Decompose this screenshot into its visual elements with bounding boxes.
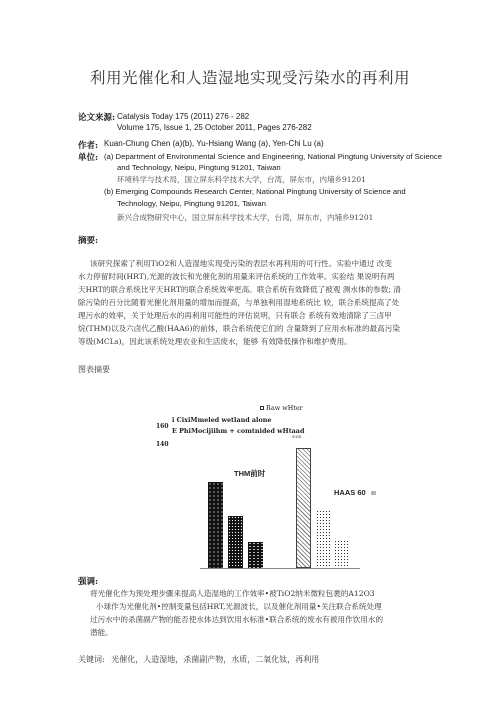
affiliation-label: 单位: bbox=[78, 153, 99, 163]
highlights-label: 强调: bbox=[78, 577, 99, 587]
abstract-line: 天HRT的联合系统比平天HRT的联合系统效率更高。联合系统有效降低了被观 测水体的参数; 清 bbox=[78, 285, 401, 294]
citation-label: 论文来源: bbox=[78, 113, 116, 123]
figure-baseline bbox=[200, 568, 360, 569]
highlight-line: 将光催化作为预处理步骤来提高人造湿地的工作效率•被TiO2纳米微粒包裹的A12O3 bbox=[90, 589, 375, 598]
legend-wetland-alone: i CixiMmeled wetland alone bbox=[172, 416, 272, 424]
thm-raw-bar bbox=[208, 482, 223, 568]
affiliation-a-cn: 环境科学与技术局，国立屏东科学技术大学，台湾，屏东市，内埔乡91201 bbox=[117, 175, 366, 184]
thm-combined-bar bbox=[248, 542, 263, 568]
legend-combined: E PhiMocijiihm + comtnided wHtaad bbox=[172, 427, 305, 435]
affiliation-b-line1: (b) Emerging Compounds Research Center, National Pingtung University of Science and bbox=[104, 187, 406, 196]
abstract-line: 等级(MCLs)，因此该系统处理农业和生活废水，能够 有效降低操作和维护费用。 bbox=[78, 337, 352, 346]
haa-wetland-bar bbox=[316, 510, 330, 568]
abstract-line: 除污染的百分比随着光催化剂用量的增加而提高，与单独利用湿地系统比 较，联合系统提高了处 bbox=[78, 298, 400, 307]
affiliation-a-line2: and Technology, Neipu, Pingtung 91201, Taiwan bbox=[117, 163, 281, 172]
affiliation-b-cn: 新兴合成物研究中心，国立屏东科学技术大学，台湾，屏东市，内埔乡91201 bbox=[117, 213, 374, 222]
authors-text: Kuan-Chung Chen (a)(b), Yu-Hsiang Wang (a), Yen-Chi Lu (a) bbox=[104, 139, 324, 148]
abstract-line: 烷(THM)以及六卤代乙酸(HAA6)的前体，联合系统使它们的 含量降到了应用水标准的最高污染 bbox=[78, 324, 400, 333]
abstract-line: 水力停留时间(HRT),光源的波长和光催化剂的用量来评估系统的工作效率。实验结 果说明有两 bbox=[78, 272, 395, 281]
abstract-line: 该研究探索了利用TiO2和人造湿地实现受污染的表层水再利用的可行性。实验中通过 改变 bbox=[90, 259, 392, 268]
abstract-line: 理污水的效率，关于处理后水的再利用可能性的评估说明，只有联合 系统有效地清除了三卤甲 bbox=[78, 311, 392, 320]
thm-wetland-bar bbox=[228, 516, 243, 568]
page-title: 利用光催化和人造湿地实现受污染水的再利用 bbox=[89, 69, 410, 87]
highlight-line: 小球作为光催化剂•控制变量包括HRT,光源波长，以及催化剂用量•关注联合系统处理 bbox=[96, 602, 382, 611]
thm-label: THM前时 bbox=[234, 469, 266, 478]
abstract-label: 摘要: bbox=[78, 236, 99, 246]
affiliation-a-line1: (a) Department of Environmental Science and Engineering, National Pingtung University of Science bbox=[104, 152, 443, 161]
keywords-text: 光催化，人造湿地，杀菌副产物，水质，二氧化钛，再利用 bbox=[111, 655, 320, 664]
haa-combined-bar bbox=[334, 540, 348, 568]
graphical-abstract-figure bbox=[150, 400, 390, 570]
haas-label: HAAS 60 lllll bbox=[334, 488, 377, 497]
square-icon bbox=[260, 406, 264, 410]
authors-label: 作者: bbox=[78, 141, 99, 151]
highlight-line: 潜能。 bbox=[90, 628, 113, 637]
keywords bbox=[78, 654, 319, 665]
y-tick-160: 160 bbox=[156, 423, 169, 430]
keywords-label: 关键词: bbox=[78, 655, 105, 664]
y-tick-140: 140 bbox=[156, 441, 169, 448]
figure-label: 图表摘要 bbox=[78, 365, 110, 374]
haa-raw-bar bbox=[296, 448, 311, 568]
small-label: sum bbox=[292, 435, 302, 440]
citation-line2: Volume 175, Issue 1, 25 October 2011, Pages 276-282 bbox=[117, 123, 312, 132]
citation-line1: Catalysis Today 175 (2011) 276 - 282 bbox=[117, 112, 250, 121]
highlight-line: 过污水中的杀菌副产物的能否使水体达到饮用水标准•联合系统的废水有被用作饮用水的 bbox=[90, 615, 384, 624]
affiliation-b-line2: Technology, Neipu, Pingtung 91201, Taiwan bbox=[117, 199, 266, 208]
legend-raw-water: Raw wHter bbox=[260, 404, 303, 412]
